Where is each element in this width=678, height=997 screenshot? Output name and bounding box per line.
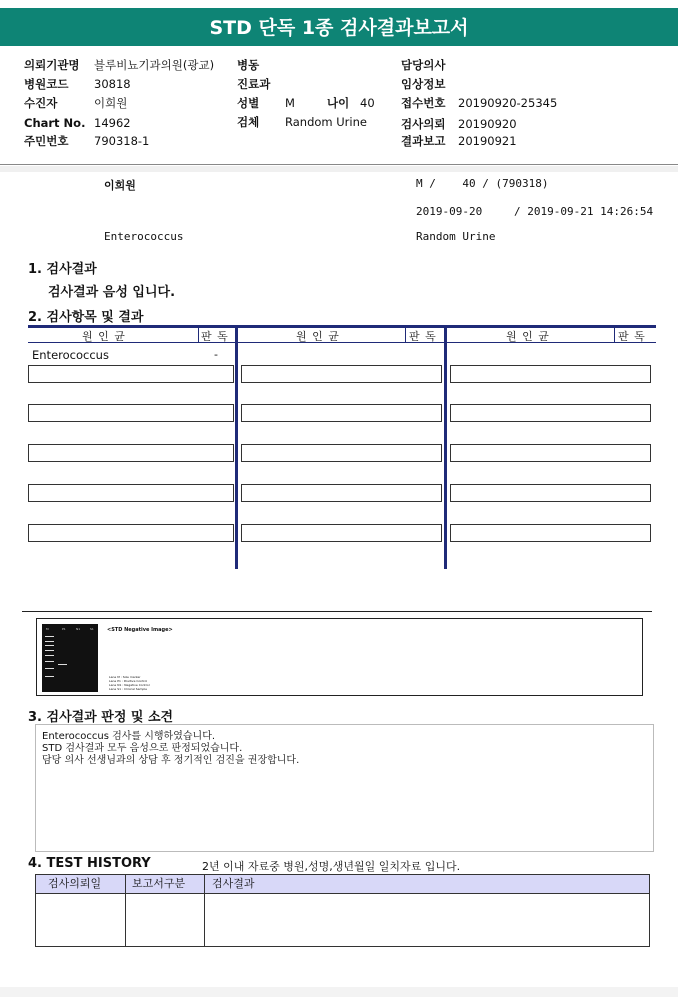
col-header-judgement: 판 독: [409, 330, 437, 343]
gel-band: [45, 636, 54, 637]
result-judgement: -: [214, 348, 218, 361]
gel-legend-item: Lane S1 : Clinical Sample: [109, 687, 147, 691]
col-header-organism: 원 인 균: [82, 330, 126, 343]
header-divider-band: [0, 166, 678, 172]
date-received: 2019-09-20: [416, 205, 483, 218]
info-ward: [237, 57, 285, 73]
group-divider: [235, 327, 238, 569]
gel-legend-item: Lane M : Size marker: [109, 675, 141, 679]
info-value: M: [285, 96, 295, 110]
history-col-divider: [204, 875, 205, 946]
info-value: Random Urine: [285, 115, 367, 129]
result-summary: 검사결과 음성 입니다.: [48, 285, 176, 300]
group-divider: [444, 327, 447, 569]
col-header-judgement: 판 독: [201, 330, 229, 343]
gel-band: [45, 645, 54, 646]
date-reported: / 2019-09-21 14:26:54: [514, 205, 654, 218]
info-label: 주민번호: [24, 134, 69, 148]
info-label: 검사의뢰: [401, 117, 446, 131]
info-report-date: [401, 133, 517, 149]
section-3-title: 3. 검사결과 판정 및 소견: [28, 710, 174, 725]
info-label: 병동: [237, 58, 260, 72]
info-value: 20190920: [458, 117, 517, 131]
patient-name: 이희원: [104, 179, 136, 192]
info-receipt-no: [401, 95, 557, 111]
result-organism: Enterococcus: [32, 348, 109, 362]
info-value: 블루비뇨기과의원(광교): [94, 58, 215, 72]
gel-band: [58, 664, 67, 665]
gel-band: [45, 655, 54, 656]
info-label: 접수번호: [401, 96, 446, 110]
info-specimen: [237, 114, 367, 130]
result-cell: [28, 365, 234, 383]
gel-lane-label: M: [46, 627, 49, 631]
history-col-request-date: 검사의뢰일: [48, 877, 102, 890]
comment-line: 담당 의사 선생님과의 상담 후 정기적인 검진을 권장합니다.: [42, 755, 300, 766]
section-4-title: 4. TEST HISTORY: [28, 856, 151, 871]
gel-band: [45, 661, 54, 662]
gel-lane-label: S1: [90, 627, 94, 631]
history-note: 2년 이내 자료중 병원,성명,생년월일 일치자료 입니다.: [202, 860, 461, 873]
gel-band: [45, 641, 54, 642]
info-value: 14962: [94, 116, 131, 130]
history-col-result: 검사결과: [212, 877, 255, 890]
info-label: 수진자: [24, 96, 58, 110]
history-table-header: [36, 875, 649, 894]
test-name: Enterococcus: [104, 230, 184, 243]
gel-lane-label: N1: [76, 627, 81, 631]
header-divider: [0, 164, 678, 165]
history-col-report-type: 보고서구분: [132, 877, 186, 890]
gel-band: [45, 668, 54, 669]
gel-legend-item: Lane P1 : Positive Control: [109, 679, 148, 683]
results-divider: [22, 611, 652, 612]
result-cell: [241, 484, 442, 502]
gel-image-box: [36, 618, 643, 696]
gel-image-title: <STD Negative Image>: [107, 627, 173, 633]
gel-band: [45, 650, 54, 651]
col-divider: [198, 328, 199, 342]
result-cell: [241, 404, 442, 422]
col-header-organism: 원 인 균: [296, 330, 340, 343]
info-patient: [24, 95, 127, 111]
result-cell: [450, 524, 651, 542]
result-cell: [28, 404, 234, 422]
result-cell: [28, 484, 234, 502]
result-cell: [450, 444, 651, 462]
result-cell: [241, 444, 442, 462]
gel-lane-label: P1: [62, 627, 66, 631]
result-cell: [450, 484, 651, 502]
patient-sex-age: M / 40 / (790318): [416, 177, 549, 190]
info-label: 나이: [327, 96, 350, 110]
gel-band: [45, 676, 54, 677]
info-label: 진료과: [237, 77, 271, 91]
info-label: 의뢰기관명: [24, 58, 80, 72]
info-label: 병원코드: [24, 77, 69, 91]
info-label: Chart No.: [24, 116, 86, 130]
info-resident-no: [24, 133, 149, 149]
info-label: 성별: [237, 96, 260, 110]
result-cell: [241, 365, 442, 383]
result-cell: [450, 404, 651, 422]
info-label: 검체: [237, 115, 260, 129]
info-value: 20190920-25345: [458, 96, 558, 110]
info-value: 790318-1: [94, 134, 150, 148]
result-cell: [241, 524, 442, 542]
result-cell: [28, 444, 234, 462]
info-institution: [24, 57, 214, 73]
result-cell: [450, 365, 651, 383]
col-divider: [614, 328, 615, 342]
comment-box: [35, 724, 654, 852]
info-label: 결과보고: [401, 134, 446, 148]
comment-line: STD 검사결과 모두 음성으로 판정되었습니다.: [42, 743, 243, 754]
info-request-date: [401, 116, 517, 132]
info-hospital-code: [24, 76, 131, 92]
info-doctor: [401, 57, 458, 73]
info-value: 30818: [94, 77, 131, 91]
history-col-divider: [125, 875, 126, 946]
result-cell: [28, 524, 234, 542]
section-1-title: 1. 검사결과: [28, 262, 97, 277]
col-header-organism: 원 인 균: [506, 330, 550, 343]
history-table: [35, 874, 650, 947]
report-title: STD 단독 1종 검사결과보고서: [0, 8, 678, 46]
info-age: [327, 95, 375, 111]
info-label: 담당의사: [401, 58, 446, 72]
comment-line: Enterococcus 검사를 시행하였습니다.: [42, 731, 216, 742]
gel-legend-item: Lane N1 : Negative Control: [109, 683, 150, 687]
info-chart-no: [24, 116, 131, 130]
info-value: 20190921: [458, 134, 517, 148]
info-value: 이희원: [94, 96, 128, 110]
gel-image: [42, 624, 98, 692]
info-value: 40: [360, 96, 375, 110]
info-sex: [237, 95, 295, 111]
col-header-judgement: 판 독: [618, 330, 646, 343]
specimen-type: Random Urine: [416, 230, 496, 243]
info-clinical: [401, 76, 458, 92]
info-department: [237, 76, 285, 92]
col-divider: [405, 328, 406, 342]
info-label: 임상정보: [401, 77, 446, 91]
section-2-title: 2. 검사항목 및 결과: [28, 310, 144, 325]
